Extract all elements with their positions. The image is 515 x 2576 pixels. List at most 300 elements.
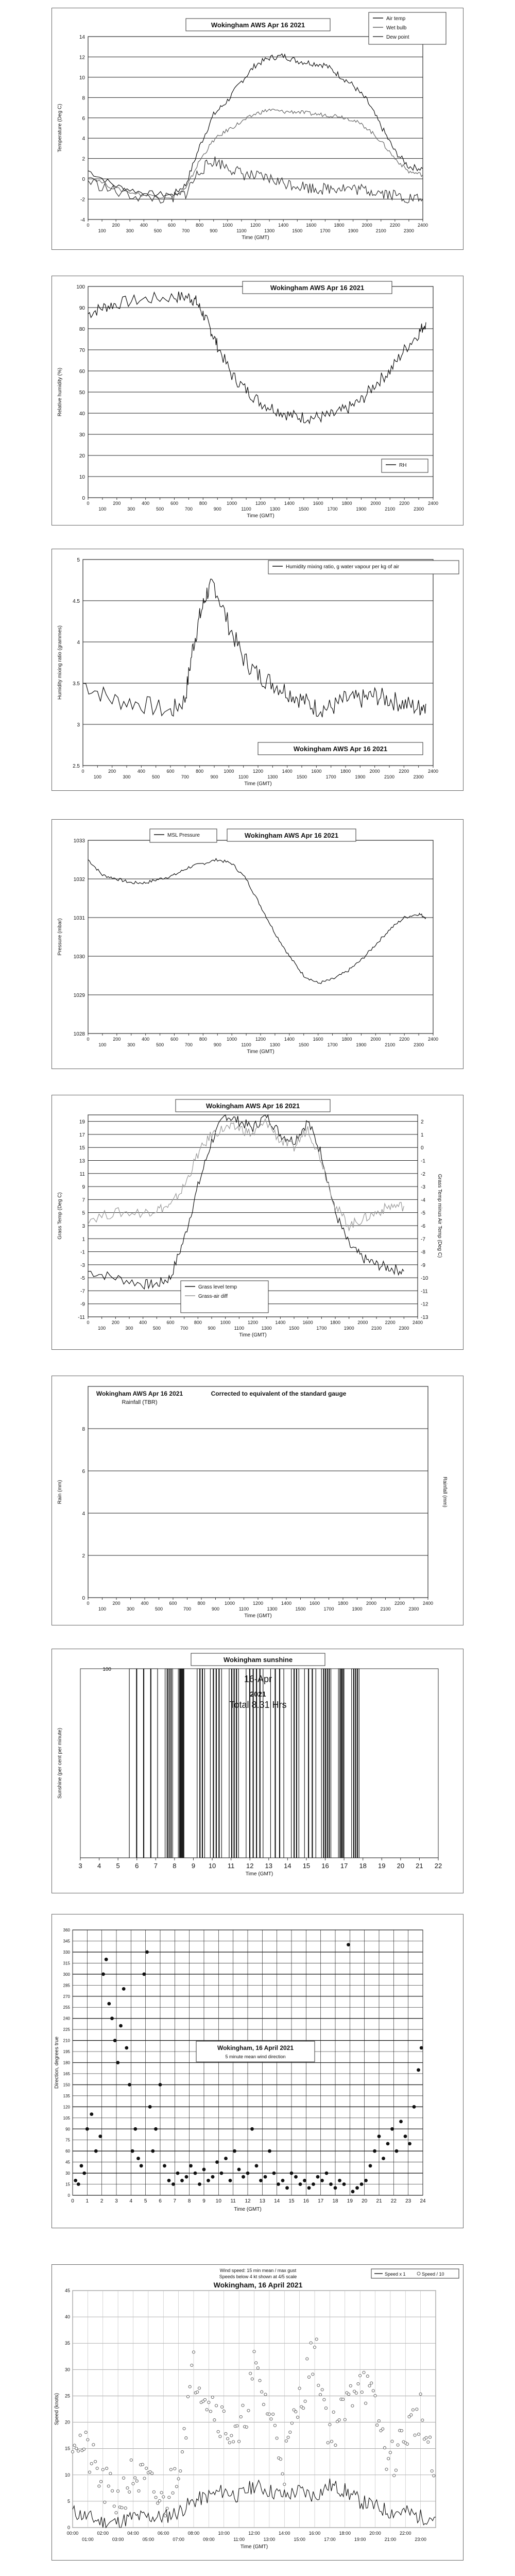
gust-point [71, 2450, 74, 2453]
gust-point [177, 2478, 180, 2480]
y-tick-label: 1029 [73, 993, 85, 998]
x-tick-label: 1700 [320, 228, 331, 233]
gust-point [334, 2444, 337, 2447]
gust-point [111, 2489, 114, 2492]
x-tick-label: 1300 [269, 1042, 280, 1047]
x-tick-label: 700 [184, 506, 193, 512]
gust-point [215, 2404, 218, 2407]
y-tick-label: 13 [79, 1158, 85, 1164]
x-tick-label: 600 [167, 223, 176, 228]
rainfall-chart-panel [52, 1376, 464, 1625]
gust-point [162, 2496, 165, 2498]
x-tick-label: 06:00 [157, 2531, 169, 2536]
x-axis-label: Time (GMT) [244, 781, 272, 787]
y-tick-label: 30 [64, 2367, 70, 2372]
x-tick-label: 16:00 [308, 2531, 321, 2536]
direction-point [80, 2164, 83, 2167]
x-tick-label: 400 [142, 501, 150, 506]
gust-point [151, 2472, 153, 2475]
direction-point [320, 2179, 324, 2182]
gust-point [410, 2414, 413, 2416]
x-tick-label: 400 [139, 1320, 147, 1325]
direction-point [180, 2179, 184, 2182]
direction-point [294, 2175, 298, 2179]
humidity-chart [52, 276, 463, 525]
gust-point [264, 2393, 267, 2396]
x-tick-label: 1700 [316, 1326, 327, 1331]
x-tick-label: 24 [420, 2198, 426, 2204]
gust-point [138, 2489, 140, 2492]
gust-point [205, 2409, 208, 2411]
direction-point [142, 1972, 146, 1976]
legend-label: Dew point [386, 35, 409, 40]
gust-point [261, 2391, 263, 2393]
y-tick-label: 105 [63, 2115, 70, 2121]
gust-point [272, 2413, 274, 2415]
gust-point [221, 2405, 224, 2408]
gust-point [370, 2382, 373, 2384]
x-tick-label: 1500 [295, 1606, 306, 1612]
direction-point [355, 2186, 359, 2190]
direction-point [167, 2179, 171, 2182]
gust-point [141, 2463, 144, 2466]
mixing-ratio-chart [52, 549, 463, 790]
x-tick-label: 2200 [399, 501, 410, 506]
y-tick-label: 120 [63, 2105, 70, 2110]
wind-direction-chart-panel [52, 1914, 464, 2228]
plot-area [88, 37, 423, 219]
direction-point [250, 2127, 254, 2131]
gust-point [128, 2490, 131, 2493]
gust-point [192, 2351, 195, 2353]
gust-point [359, 2374, 362, 2377]
direction-point [140, 2164, 143, 2167]
y-tick-label: 45 [64, 2288, 70, 2293]
x-tick-label: 12:00 [248, 2531, 260, 2536]
x-tick-label: 1500 [288, 1326, 300, 1331]
y-tick-label: 90 [65, 2127, 70, 2132]
x-tick-label: 900 [208, 1326, 216, 1331]
y-tick-label: 20 [64, 2419, 70, 2425]
gust-point [109, 2472, 112, 2475]
gust-point [327, 2442, 329, 2444]
direction-point [94, 2149, 98, 2153]
y-tick-label: 75 [65, 2138, 70, 2143]
x-tick-label: 1900 [352, 1606, 363, 1612]
x-tick-label: 1600 [309, 1601, 320, 1606]
x-tick-label: 19 [378, 1862, 386, 1870]
year-label: 2021 [250, 1690, 266, 1698]
chart-title: Wokingham AWS Apr 16 2021 [244, 832, 339, 839]
chart-title: Wokingham AWS Apr 16 2021 [96, 1390, 183, 1397]
direction-point [329, 2182, 333, 2186]
legend-label: Air temp [386, 16, 406, 22]
gust-point [145, 2467, 148, 2469]
y-tick-label: 35 [64, 2341, 70, 2346]
x-tick-label: 2300 [403, 228, 414, 233]
gust-point [115, 2512, 117, 2514]
direction-point [98, 2134, 102, 2138]
y-tick-label: 150 [63, 2082, 70, 2088]
direction-point [233, 2149, 236, 2153]
x-tick-label: 2400 [417, 223, 428, 228]
y-axis-label: Rain (mm) [57, 1480, 63, 1504]
gust-point [315, 2338, 318, 2341]
gust-point [230, 2434, 233, 2437]
legend-label: Speed / 10 [422, 2272, 444, 2277]
gust-point [100, 2480, 102, 2483]
x-tick-label: 1 [85, 2198, 89, 2204]
y-tick-label: 8 [82, 1427, 85, 1432]
note-line-1: Wind speed: 15 min mean / max gust [219, 2268, 297, 2273]
legend-label: Grass level temp [198, 1284, 237, 1290]
chart-title: Wokingham, 16 April 2021 [213, 2281, 303, 2289]
gust-point [239, 2415, 242, 2418]
y-tick-label: 165 [63, 2071, 70, 2076]
direction-point [264, 2175, 267, 2179]
gust-point [198, 2387, 200, 2389]
y-tick-label: 5 [67, 2498, 70, 2504]
x-axis-label: Time (GMT) [242, 235, 269, 241]
gust-point [175, 2485, 178, 2488]
x-tick-label: 6 [159, 2198, 162, 2204]
x-tick-label: 12 [246, 1862, 254, 1870]
direction-point [163, 2164, 166, 2167]
direction-point [224, 2157, 228, 2160]
x-tick-label: 2200 [399, 1037, 410, 1042]
x-tick-label: 1700 [327, 506, 338, 512]
direction-point [299, 2182, 302, 2186]
x-tick-label: 700 [180, 1326, 188, 1331]
gust-point [324, 2407, 327, 2410]
legend-label: Humidity mixing ratio, g water vapour per kg of air [286, 564, 400, 570]
wind-speed-chart [52, 2265, 463, 2560]
gust-point [419, 2393, 422, 2395]
x-tick-label: 19:00 [354, 2537, 366, 2542]
gust-point [312, 2373, 314, 2376]
x-tick-label: 2200 [399, 769, 409, 774]
temperature-chart [52, 8, 463, 249]
direction-point [413, 2105, 416, 2109]
y-tick-label: 2 [82, 156, 85, 162]
y-tick-label: 3 [82, 1223, 85, 1229]
direction-point [417, 2068, 420, 2072]
gust-point [249, 2372, 252, 2375]
gust-point [191, 2364, 193, 2366]
x-tick-label: 2100 [385, 506, 396, 512]
y-tick-label: 0 [82, 496, 85, 501]
gust-point [377, 2419, 380, 2422]
y-tick-label: 7 [82, 1197, 85, 1204]
direction-point [154, 2127, 158, 2131]
gust-point [270, 2418, 272, 2420]
x-tick-label: 1600 [302, 1320, 313, 1325]
x-tick-label: 100 [98, 1326, 106, 1331]
x-tick-label: 1500 [298, 506, 309, 512]
direction-point [268, 2149, 271, 2153]
x-tick-label: 16 [303, 2198, 309, 2204]
gust-point [92, 2444, 95, 2446]
y-tick-label: 285 [63, 1983, 70, 1988]
sunshine-chart-panel [52, 1649, 464, 1893]
gust-point [349, 2384, 352, 2387]
chart-subtitle: 5 minute mean wind direction [225, 2054, 286, 2059]
x-tick-label: 800 [199, 501, 207, 506]
y2-tick-label: 2 [421, 1119, 424, 1125]
y-tick-label: 345 [63, 1939, 70, 1944]
gust-point [323, 2398, 325, 2401]
y2-tick-label: -12 [421, 1301, 428, 1308]
gust-point [208, 2401, 210, 2403]
x-tick-label: 1000 [220, 1320, 231, 1325]
y2-tick-label: 1 [421, 1132, 424, 1138]
x-tick-label: 2000 [362, 223, 372, 228]
direction-point [390, 2127, 394, 2131]
y-tick-label: -3 [80, 1262, 85, 1268]
y-tick-label: 3 [77, 722, 80, 728]
gust-point [117, 2490, 119, 2493]
x-tick-label: 1600 [313, 1037, 323, 1042]
x-tick-label: 18 [332, 2198, 338, 2204]
x-tick-label: 17 [318, 2198, 324, 2204]
chart-title: Wokingham AWS Apr 16 2021 [205, 1102, 300, 1110]
y-tick-label: 1 [82, 1236, 85, 1243]
y-tick-label: 3.5 [73, 681, 80, 687]
x-tick-label: 1800 [341, 501, 352, 506]
x-tick-label: 1400 [284, 1037, 295, 1042]
x-tick-label: 07:00 [173, 2537, 184, 2542]
gust-point [329, 2424, 331, 2426]
gust-point [185, 2437, 187, 2439]
direction-point [211, 2175, 215, 2179]
gust-point [304, 2400, 306, 2402]
direction-point [342, 2182, 346, 2186]
y-tick-label: 300 [63, 1972, 70, 1977]
direction-point [246, 2172, 250, 2175]
gust-point [101, 2468, 104, 2471]
gust-point [90, 2462, 93, 2465]
gust-point [245, 2426, 248, 2428]
x-tick-label: 1500 [296, 774, 307, 779]
y-tick-label: 210 [63, 2038, 70, 2043]
gust-point [298, 2387, 301, 2389]
x-tick-label: 13 [265, 1862, 273, 1870]
x-axis-label: Time (GMT) [239, 1332, 267, 1338]
gust-point [238, 2440, 241, 2443]
x-tick-label: 1700 [327, 1042, 338, 1047]
x-tick-label: 1000 [224, 769, 234, 774]
gust-point [319, 2393, 321, 2396]
x-tick-label: 1400 [278, 223, 289, 228]
x-tick-label: 2100 [380, 1606, 391, 1612]
y2-tick-label: -8 [421, 1249, 425, 1256]
x-tick-label: 1700 [323, 1606, 334, 1612]
gust-point [186, 2395, 189, 2398]
gust-point [228, 2442, 231, 2444]
gust-point [157, 2502, 159, 2504]
x-tick-label: 2100 [385, 1042, 396, 1047]
x-tick-label: 4 [129, 2198, 133, 2204]
chart-subtitle: Rainfall (TBR) [122, 1399, 158, 1405]
gust-point [268, 2413, 270, 2415]
chart-title: Wokingham sunshine [223, 1656, 293, 1664]
direction-point [85, 2127, 89, 2131]
gust-point [259, 2379, 261, 2382]
x-tick-label: 200 [113, 501, 121, 506]
gust-point [414, 2434, 416, 2436]
direction-point [404, 2134, 407, 2138]
gust-point [132, 2482, 134, 2485]
gust-point [365, 2402, 367, 2404]
x-tick-label: 2100 [371, 1326, 382, 1331]
gust-point [295, 2411, 297, 2413]
direction-point [131, 2149, 134, 2153]
x-tick-label: 1000 [222, 223, 233, 228]
x-tick-label: 0 [87, 1601, 90, 1606]
x-tick-label: 1500 [298, 1042, 309, 1047]
x-axis-label: Time (GMT) [247, 513, 274, 519]
y-tick-label: 2.5 [73, 764, 80, 769]
y2-tick-label: -3 [421, 1184, 425, 1191]
gust-point [428, 2436, 431, 2438]
gust-point [134, 2477, 136, 2479]
direction-point [110, 2016, 114, 2020]
gust-point [313, 2346, 316, 2348]
x-tick-label: 300 [126, 228, 134, 233]
x-tick-label: 2000 [370, 501, 381, 506]
y-tick-label: 315 [63, 1961, 70, 1966]
date-label: 16-Apr [244, 1674, 272, 1684]
gust-point [104, 2501, 106, 2503]
gust-point [310, 2342, 312, 2344]
direction-point [125, 2046, 128, 2050]
gust-point [251, 2378, 253, 2380]
gust-point [382, 2428, 384, 2430]
x-tick-label: 2300 [399, 1326, 409, 1331]
legend-swatch [417, 2272, 420, 2275]
x-tick-label: 03:00 [112, 2537, 124, 2542]
x-tick-label: 10 [208, 1862, 216, 1870]
x-tick-label: 600 [166, 769, 175, 774]
y2-tick-label: -2 [421, 1171, 425, 1177]
x-tick-label: 900 [213, 1042, 221, 1047]
y-tick-label: 2 [82, 1553, 85, 1559]
legend-label: MSL Pressure [167, 833, 200, 838]
gust-point [406, 2443, 408, 2445]
gust-point [77, 2450, 79, 2452]
gust-point [82, 2448, 85, 2450]
gust-point [166, 2507, 168, 2510]
x-tick-label: 1300 [264, 228, 275, 233]
gust-point [421, 2419, 424, 2421]
x-axis-label: Time (GMT) [247, 1049, 274, 1055]
gust-point [416, 2408, 418, 2411]
gust-point [306, 2358, 308, 2360]
gust-point [302, 2407, 304, 2410]
gust-point [387, 2458, 390, 2460]
gust-point [181, 2451, 183, 2453]
x-tick-label: 2200 [389, 223, 400, 228]
y-tick-label: 360 [63, 1928, 70, 1933]
x-tick-label: 1900 [356, 1042, 367, 1047]
x-tick-label: 23:00 [415, 2537, 426, 2542]
gust-point [256, 2367, 259, 2369]
x-tick-label: 300 [123, 774, 131, 779]
gust-point [342, 2398, 345, 2401]
wind-speed-chart-panel [52, 2264, 464, 2561]
x-tick-label: 13:00 [263, 2537, 276, 2542]
y-tick-label: 11 [79, 1171, 85, 1177]
x-tick-label: 1500 [292, 228, 303, 233]
gust-point [433, 2475, 435, 2477]
x-tick-label: 6 [135, 1862, 139, 1870]
direction-point [399, 2120, 403, 2124]
y2-tick-label: -10 [421, 1276, 428, 1282]
x-tick-label: 1300 [269, 506, 280, 512]
legend-label: Grass-air diff [198, 1294, 228, 1299]
y-tick-label: 240 [63, 2016, 70, 2021]
x-tick-label: 12 [245, 2198, 251, 2204]
x-tick-label: 500 [152, 1326, 161, 1331]
gust-point [152, 2490, 155, 2493]
direction-point [128, 2083, 131, 2087]
y2-tick-label: -13 [421, 1315, 428, 1320]
gust-point [96, 2467, 98, 2469]
x-tick-label: 1000 [227, 1037, 237, 1042]
direction-point [316, 2175, 320, 2179]
gust-point [344, 2418, 346, 2421]
x-tick-label: 1300 [267, 1606, 278, 1612]
gust-point [225, 2432, 227, 2435]
gust-point [154, 2496, 157, 2499]
gust-point [273, 2424, 276, 2427]
x-tick-label: 2400 [422, 1601, 434, 1606]
gust-point [357, 2382, 359, 2385]
y-tick-label: -1 [80, 1249, 85, 1256]
direction-point [176, 2172, 180, 2175]
x-tick-label: 02:00 [97, 2531, 109, 2536]
x-tick-label: 1400 [281, 1601, 292, 1606]
x-axis-label: Time (GMT) [245, 1871, 273, 1877]
gust-point [87, 2438, 89, 2441]
x-tick-label: 1900 [356, 506, 367, 512]
gust-point [394, 2469, 397, 2471]
y2-tick-label: -6 [421, 1223, 425, 1229]
y-tick-label: 4 [82, 136, 85, 142]
gust-point [135, 2480, 138, 2482]
x-tick-label: 0 [87, 223, 90, 228]
y-tick-label: 270 [63, 1994, 70, 1999]
plot-area [88, 1386, 428, 1598]
direction-point [113, 2039, 117, 2042]
x-tick-label: 21:00 [384, 2537, 397, 2542]
y2-tick-label: -9 [421, 1262, 425, 1268]
y-tick-label: 60 [79, 369, 85, 375]
x-tick-label: 1700 [325, 774, 336, 779]
direction-point [82, 2172, 86, 2175]
y-tick-label: -11 [78, 1315, 85, 1320]
gust-point [393, 2474, 396, 2477]
gust-point [374, 2394, 376, 2397]
y-tick-label: 330 [63, 1950, 70, 1955]
y-tick-label: 50 [79, 390, 85, 396]
x-tick-label: 0 [81, 769, 84, 774]
y2-tick-label: -5 [421, 1210, 425, 1216]
x-tick-label: 900 [213, 506, 221, 512]
gust-point [106, 2467, 108, 2470]
x-tick-label: 1900 [355, 774, 366, 779]
y-tick-label: 40 [79, 411, 85, 417]
